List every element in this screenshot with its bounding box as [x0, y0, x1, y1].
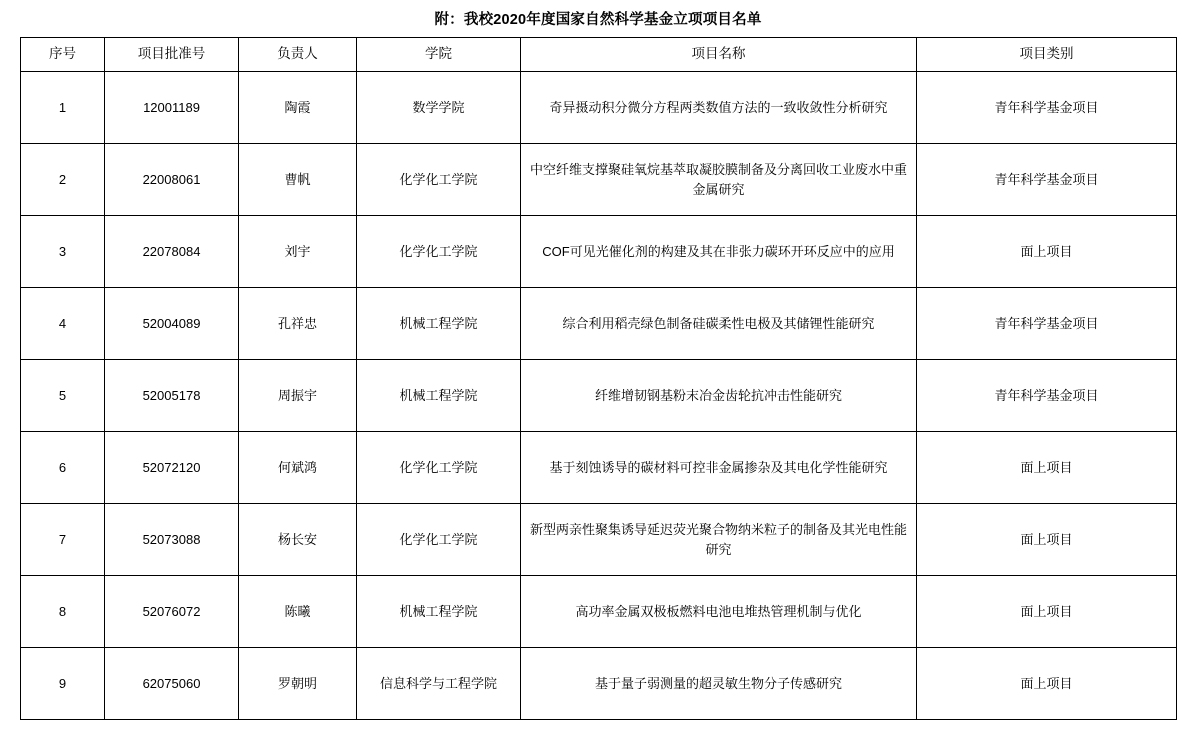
- cell-name: 新型两亲性聚集诱导延迟荧光聚合物纳米粒子的制备及其光电性能研究: [521, 504, 917, 576]
- table-row: [21, 72, 1177, 144]
- cell-name: 纤维增韧钢基粉末冶金齿轮抗冲击性能研究: [521, 360, 917, 432]
- cell-type: 青年科学基金项目: [917, 360, 1177, 432]
- cell-seq: 3: [21, 216, 105, 288]
- cell-seq: 4: [21, 288, 105, 360]
- cell-leader: 陈曦: [239, 576, 357, 648]
- grant-project-table: [20, 37, 1177, 720]
- cell-code: 22078084: [105, 216, 239, 288]
- cell-code: 52072120: [105, 432, 239, 504]
- cell-seq: 7: [21, 504, 105, 576]
- cell-leader: 陶霞: [239, 72, 357, 144]
- table-row: [21, 360, 1177, 432]
- column-header-code: 项目批准号: [105, 38, 239, 72]
- cell-code: 22008061: [105, 144, 239, 216]
- cell-leader: 周振宇: [239, 360, 357, 432]
- table-row: [21, 648, 1177, 720]
- cell-seq: 6: [21, 432, 105, 504]
- cell-name: 高功率金属双极板燃料电池电堆热管理机制与优化: [521, 576, 917, 648]
- cell-seq: 9: [21, 648, 105, 720]
- cell-college: 化学化工学院: [357, 144, 521, 216]
- cell-type: 面上项目: [917, 504, 1177, 576]
- cell-type: 面上项目: [917, 432, 1177, 504]
- table-row: [21, 144, 1177, 216]
- cell-type: 面上项目: [917, 648, 1177, 720]
- cell-seq: 8: [21, 576, 105, 648]
- cell-leader: 孔祥忠: [239, 288, 357, 360]
- cell-leader: 刘宇: [239, 216, 357, 288]
- page-title: 附：我校2020年度国家自然科学基金立项项目名单: [434, 12, 762, 28]
- table-header: [21, 38, 1177, 72]
- cell-name: 基于刻蚀诱导的碳材料可控非金属掺杂及其电化学性能研究: [521, 432, 917, 504]
- cell-college: 化学化工学院: [357, 432, 521, 504]
- table-row: [21, 288, 1177, 360]
- cell-college: 机械工程学院: [357, 288, 521, 360]
- cell-code: 52005178: [105, 360, 239, 432]
- cell-leader: 曹帆: [239, 144, 357, 216]
- column-header-leader: 负责人: [239, 38, 357, 72]
- cell-college: 信息科学与工程学院: [357, 648, 521, 720]
- cell-seq: 2: [21, 144, 105, 216]
- cell-type: 青年科学基金项目: [917, 72, 1177, 144]
- cell-college: 机械工程学院: [357, 360, 521, 432]
- table-row: [21, 576, 1177, 648]
- cell-leader: 何斌鸿: [239, 432, 357, 504]
- cell-code: 62075060: [105, 648, 239, 720]
- table-row: [21, 216, 1177, 288]
- cell-leader: 罗朝明: [239, 648, 357, 720]
- cell-name: 基于量子弱测量的超灵敏生物分子传感研究: [521, 648, 917, 720]
- cell-type: 青年科学基金项目: [917, 288, 1177, 360]
- cell-type: 面上项目: [917, 576, 1177, 648]
- column-header-name: 项目名称: [521, 38, 917, 72]
- cell-code: 52004089: [105, 288, 239, 360]
- cell-college: 化学化工学院: [357, 504, 521, 576]
- cell-code: 12001189: [105, 72, 239, 144]
- cell-type: 青年科学基金项目: [917, 144, 1177, 216]
- cell-seq: 1: [21, 72, 105, 144]
- table-header-row: [21, 38, 1177, 72]
- cell-type: 面上项目: [917, 216, 1177, 288]
- cell-college: 化学化工学院: [357, 216, 521, 288]
- cell-name: 中空纤维支撑聚硅氧烷基萃取凝胶膜制备及分离回收工业废水中重金属研究: [521, 144, 917, 216]
- table-row: [21, 504, 1177, 576]
- cell-college: 数学学院: [357, 72, 521, 144]
- column-header-seq: 序号: [21, 38, 105, 72]
- column-header-college: 学院: [357, 38, 521, 72]
- cell-leader: 杨长安: [239, 504, 357, 576]
- cell-name: 综合利用稻壳绿色制备硅碳柔性电极及其储锂性能研究: [521, 288, 917, 360]
- table-body: [21, 72, 1177, 720]
- table-row: [21, 432, 1177, 504]
- cell-seq: 5: [21, 360, 105, 432]
- cell-code: 52073088: [105, 504, 239, 576]
- cell-name: 奇异摄动积分微分方程两类数值方法的一致收敛性分析研究: [521, 72, 917, 144]
- cell-code: 52076072: [105, 576, 239, 648]
- column-header-type: 项目类别: [917, 38, 1177, 72]
- cell-college: 机械工程学院: [357, 576, 521, 648]
- cell-name: COF可见光催化剂的构建及其在非张力碳环开环反应中的应用: [521, 216, 917, 288]
